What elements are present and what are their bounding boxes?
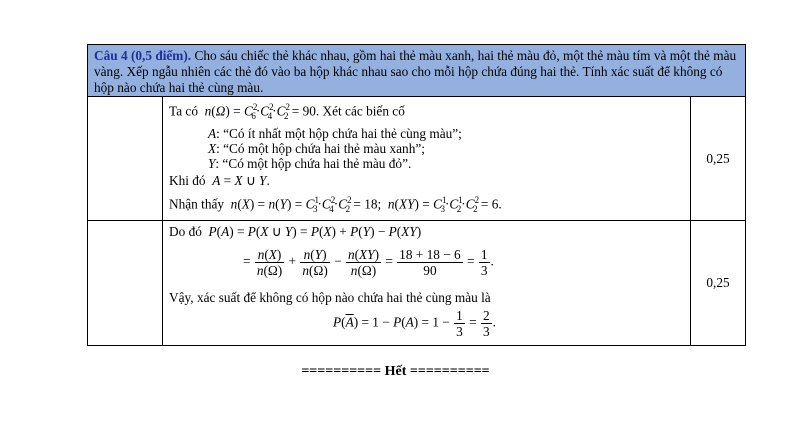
question-header [88,45,745,97]
question-text: Cho sáu chiếc thẻ khác nhau, gồm hai thẻ màu xanh, hai thẻ màu đỏ, một thẻ màu tím và một thẻ màu vàng. Xếp ngẫu nhiên các thẻ đó vào ba hộp khác nhau sao cho mỗi hộp chứa đúng hai thẻ. Tính xác suất để không có hộp nào chứa hai thẻ cùng màu. [94,48,737,95]
probability-fraction-line: = $\frac{n(X)}{n(\Omega)}$ + $\frac{n(Y)}{n(\Omega)}$ − $\frac{n(XY)}{n(\Omega)}$ = $\frac{18 + 18 - 6}{90}$ = $\frac{1}{3}$ . [243,247,494,278]
end-marker: ========== Hết ========== [301,364,490,379]
score-cell-1: 0,25 [690,97,745,220]
union-line: Khi đó A = X ∪ Y. [169,173,270,188]
empty-cell [88,97,163,220]
event-a-line: A: “Có ít nhất một hộp chứa hai thẻ cùng màu”; [208,126,462,141]
event-x-line: X: “Có một hộp chứa hai thẻ màu xanh”; [208,141,425,156]
sample-space-line: Ta có $n(\Omega) = C^2_6\cdot C^2_4\cdot C^2_2 = 90$. Xét các biến cố [169,102,405,122]
score-cell-2: 0,25 [690,221,745,345]
solution-row-1 [88,97,745,221]
count-line: Nhận thấy $n(X) = n(Y) = C^1_3\cdot C^2_4\cdot C^2_2 = 18$; $n(XY) = C^1_3\cdot C^1_2\cdot C^2_2 = 6$. [169,195,502,215]
final-answer-line: $P(\overline{A}) = 1 - P(A) = 1$ − $\frac{1}{3}$ = $\frac{2}{3}$ . [333,308,496,339]
event-y-line: Y: “Có một hộp chứa hai thẻ màu đỏ”. [208,156,412,171]
solution-table [87,44,746,346]
probability-formula-line: Do đó P(A) = P(X ∪ Y) = P(X) + P(Y) − P(XY) [169,224,422,239]
solution-step-2 [163,221,691,345]
empty-cell [88,221,163,345]
solution-step-1 [163,97,691,220]
solution-row-2 [88,221,745,345]
conclusion-line: Vậy, xác suất để không có hộp nào chứa hai thẻ cùng màu là [169,290,491,305]
question-label: Câu 4 (0,5 điểm). [94,48,192,63]
